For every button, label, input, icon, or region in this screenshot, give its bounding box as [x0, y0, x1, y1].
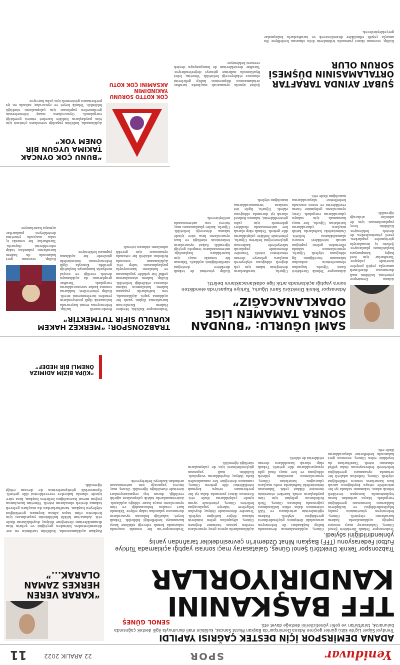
- deck-text: Trendyol Süper Lig'de kötü günler geçiren Adana Demirspor'da Başkan Murat Sancak, kulübün mali durumuyla ilgili destek çağrısında bulunarak, taraftarları ve şehir yöneticilerini desteğe davet etti.: [114, 623, 394, 633]
- body-column-3: Açıklamalarda ayrıca genç oyunculara verilen şansın önemine değinen Güneş, altyapıdan gelen isimlerin takıma değer kattığını söyledi. Transfer döneminde ihtiyaç duyulan bölgelere takviye yapılacağını belirten Güneş, yönetimle uyum içinde çalıştıklarını ifade etti. Sezonun ikinci yarısında daha iyi bir performans ortaya koymak istediklerini dile getiren Güneş, camianın desteğine her zamankinden fazla ihtiyaç duyduklarını vurguladı. Kulübün mali yapısının güçlendirilmesi için de çalışmaların sürdüğü öğrenildi.: [188, 460, 254, 531]
- left-portrait: [350, 285, 394, 329]
- trabzon-column-2: Bordo-mavili kulüp, federasyona resmi başvuruda bulunarak ilgili pozisyonların yeniden incelenmesini istedi. Kulüp yöneticileri, haklarını sonuna kadar savunacaklarını vurguladı. Taraftar gruplarının da açıklamaya destek verdiği ve sosyal medyada kampanya başlattığı görüldü. Konuyla ilgili federasyonun önümüzdeki günlerde bir açıklama yapması bekleniyor.: [60, 249, 112, 311]
- side-caption-box: [5, 355, 102, 379]
- quote-portrait: [6, 601, 48, 639]
- box-story-subhead: ÇOK KOTTO SORUNU YAKINDIMIN AKSAMINI ÇOK KOTU: [109, 81, 168, 99]
- side-caption: “KÜPA BİZİM ADIMIZA ÖNEMLİ BİR HEDEF”: [29, 362, 94, 375]
- box-story-image: [106, 103, 168, 163]
- second-headline: SAMİ UĞURLU: “BUNDAN SONRA TAMAMEN LİGE ODAKLANACAĞIZ”: [190, 295, 346, 332]
- side-column-text: Başkan açıklamasında, kulübün tarihinin en zor dönemlerinden birinden geçtiğini ve şehrin tüm dinamiklerinin desteğine ihtiyaç duyduklarını ifade etti. Adana'nın köklü kulübünün yaşatılması için herkesin elini taşın altına koyması gerektiğini söyleyen başkan, taraftarlardan da maçlara gelerek takıma destek olmalarını istedi. Yönetim kurulunun yoğun mesai harcadığını belirten başkan, kısa süre içinde olumlu haberler vereceklerini dile getirdi. Sponsorluk görüşmelerinin de devam ettiği öğrenildi.: [6, 483, 102, 533]
- second-column-2: Uğurlu, taraftarların desteğinin takım için çok değerli olduğunu söyleyerek maçlara gelmeye devam etmelerini istedi. Transfer döneminde yapılacak takviyelerle kadronun güçleneceğini belirten Uğurlu, yönetimle birlikte çalıştıklarını dile getirdi. Teknik ekip olarak her antrenmanda eksikleri gidermek için çaba gösterdiklerini, takımın fiziksel olarak iyi durumda olduğunu ekledi. Uğurlu, ligde üst sıralara tırmanacaklarına inandığını söyledi.: [234, 198, 288, 273]
- left-bottom-text-2: Kulüp, sezonun ikinci yarısında tribünlerin dolu olmasını hedefliyor. Bu amaçla çeşitli etkinlikler düzenlenecek ve taraftarlarla buluşmalar gerçekleştirilecek.: [264, 30, 394, 43]
- bottom-divider: [0, 166, 170, 167]
- masthead-logo: Yeniduvar: [325, 648, 392, 662]
- page-number: 11: [10, 648, 27, 662]
- trabzon-photo: [6, 265, 56, 311]
- main-subhead: Trabzonspor Teknik Direktörü Şenol Güneş, Galatasaray maçı sonrası yaptığı açıklamada Türkiye Futbol Federasyonu (TFF) Başkanı Nihat Özdemir'in çevresindekiler tarafından yanlış yönlendirildiğini söyledi.: [115, 531, 394, 551]
- second-subhead: Adanaspor Teknik Direktörü Sami Uğurlu, Türkiye Kupası'nda elendikten sonra yaptığı açıklamada artık lige odaklanacaklarını belirtti.: [181, 280, 346, 291]
- box-story-text: Açıklamada, kulübün yaşadığı sorunların çözümü için tüm paydaşların birlikte hareket etmesi gerektiği vurgulandı. Oyuncuların maaş ödemelerinin gecikmeden yapılması için çalışmaların sürdüğü bildirildi. Teknik heyet ve oyuncular, sahada en iyi performansı göstermek için çaba harcıyor.: [6, 98, 102, 125]
- left-bottom-headline: ŞUBAT AYINDA TARAFTAR ORTALAMASININ DÜŞMESİ SORUN OLUR: [268, 59, 394, 88]
- body-column-1: Trabzonspor Teknik Direktörü Şenol Güneş, Galatasaray maçı sonrası yaptığı açıklamalarda hakem kararlarını eleştirdi. Güneş, federasyon yönetiminin yanlış bilgilendirildiğini ve kulüplerin haklarının korunması gerektiğini vurguladı. Maçın ardından basın toplantısında konuşan tecrübeli teknik adam, takımının sahada iyi bir mücadele ortaya koyduğunu ancak bazı kararların sonucu etkilediğini söyledi. Güneş, futbolun adaletli bir ortamda oynanması gerektiğini belirterek federasyonun daha şeffaf olmasını istedi. Taraftarlara da teşekkür eden Güneş, sezonun geri kalanında hedeflerine ulaşacaklarını ifade etti.: [328, 447, 394, 531]
- deck-headline: ADANA DEMİRSPOR İÇİN DESTEK ÇAĞRISI YAPILDI: [159, 633, 394, 643]
- section-divider: [0, 336, 400, 337]
- masthead: [0, 644, 400, 665]
- side-quote-box: [4, 537, 104, 641]
- main-headline: TFF BAŞKANINI KANDIRIYORLAR: [151, 563, 394, 621]
- main-kicker: SENOL GÜNEŞ: [122, 618, 170, 625]
- body-column-2: Güneş, açıklamalarının devamında kulüp başkanları ile federasyon arasındaki iletişimin güçlendirilmesi gerektiğini söyledi. Hakem eğitimlerinin artırılması ve VAR sisteminin daha etkin kullanılması çağrısında bulunan Güneş, Türk futbolunun gelişimi için tüm paydaşların ortak hareket etmesinin önemine dikkat çekti. Takımının önümüzdeki haftalarda zorlu maçlara çıkacağını hatırlatan Güneş, oyuncularının moralinin yüksek olduğunu ve her maçı final gibi oynayacaklarını dile getirdi. Teknik ekip olarak hazırlıklara devam ettiklerini de ekledi.: [258, 456, 324, 531]
- side-quote-headline: “KARAR VEREN HERKES ZAMAN OLARAK...”: [24, 569, 100, 599]
- body-column-4: Trabzonspor'un bir sonraki maçında sahasında konuk edeceği rakibine karşı kazanmayı hedeflediği bildirildi. Teknik heyet, sakatlığı bulunan oyuncuların durumunu yakından takip ediyor. Takımda kart cezalısı bulunmadığı ve tüm oyuncuların maça hazır olduğu açıklandı. Antrenmanlarda taktik çalışmalara ağırlık verildiği, duran top organizasyonları üzerinde durulduğu öğrenildi. Güneş, maç öncesi yapacağı son antrenmanın ardından kadroyu belirleyecek.: [110, 478, 184, 531]
- second-column-3: Kulüp yönetimi de teknik direktöre desteğini sürdürdüğünü açıkladı. Takımın bir sonraki maçı için hazırlıklara başlandığı, antrenmanların tempolu geçtiği öğrenildi. Sakat oyuncuların tedavisinin sürdüğü ve bazı oyuncuların kısa süre içinde takıma döneceği belirtildi. Uğurlu, kadro planlamasını maç öncesi son antrenmanda netleştirecek.: [174, 216, 230, 273]
- trabzon-column-1: Trabzonspor Kulübü, Merkez Hakem Kurulu'nun kararlarına ilişkin yazılı bir açıklama yaptı. Açıklamada, son haftalarda yaşanan hakem hatalarının takımı olumsuz etkilediği belirtildi. Kulüp, hakem atamalarının şeffaf bir şekilde yapılmasını ve hataların kamuoyuyla paylaşılmasını talep etti. Açıklamanın sonunda futbolun adaletli bir ortamda oynanması için gerekli adımların atılması istendi.: [116, 245, 168, 311]
- second-column-1: Adanaspor Teknik Direktörü Sami Uğurlu, kupadan elenmelerinin ardından takımının önceliğinin lig olduğunu söyledi. Uğurlu, oyuncularının sahada ellerinden geleni yaptığını ancak istedikleri sonucu alamadıklarını belirtti. Önümüzdeki haftalarda kritik maçlara çıkacaklarını hatırlatan Uğurlu, her maçı kazanmak için sahaya çıkacaklarını vurguladı. Genç oyuncuların gelişimine önem verdiklerini ve sezon sonunda hedeflerine ulaşacaklarına inandığını ifade etti.: [292, 194, 346, 273]
- trabzon-headline: TRABZONSPOR: “MERKEZ HAKEM KURULU SİFİR TUTMEKTİR”: [37, 315, 170, 331]
- left-column-text: Adana Demirspor yönetimi, kulübün mali durumunu düzeltmek amacıyla çeşitli projeler üzerinde çalışıyor. Taraftarlar için özel bağış kampanyası başlatılması planlanıyor. Şehrin iş insanlarıyla görüşmeler yapılırken, yerel yönetimlerden de destek bekleniyor. Kulübün borç yapılandırması için de adımlar atılacağı öğrenildi.: [350, 210, 394, 281]
- section-title: SPOR: [189, 650, 224, 661]
- trabzon-column-3: Kulüp, sezonun geri kalanında da hakem kararlarını yakından takip edeceklerini duyurdu. Taraftarlar, bir sonraki iç saha maçında yönetimi destekleyen pankartlar açmaya hazırlanıyor.: [6, 226, 56, 261]
- box-story-headline: “BUNU ÇOK OYNCAK TAKIMA UYGUN BİR ÖNEM YOK”: [20, 137, 102, 161]
- left-bottom-text: Şubat ayında oynanacak maçlarda taraftar ortalamasının düşmesinin kulüp gelirlerini olumsuz etkileyeceği belirtildi. Yönetim, bilet fiyatlarında indirime gitmeyi değerlendiriyor. Taraftar derneklerinin de kampanyaya destek vermesi bekleniyor.: [174, 60, 260, 87]
- page-date: 22 ARALIK 2022: [44, 652, 92, 659]
